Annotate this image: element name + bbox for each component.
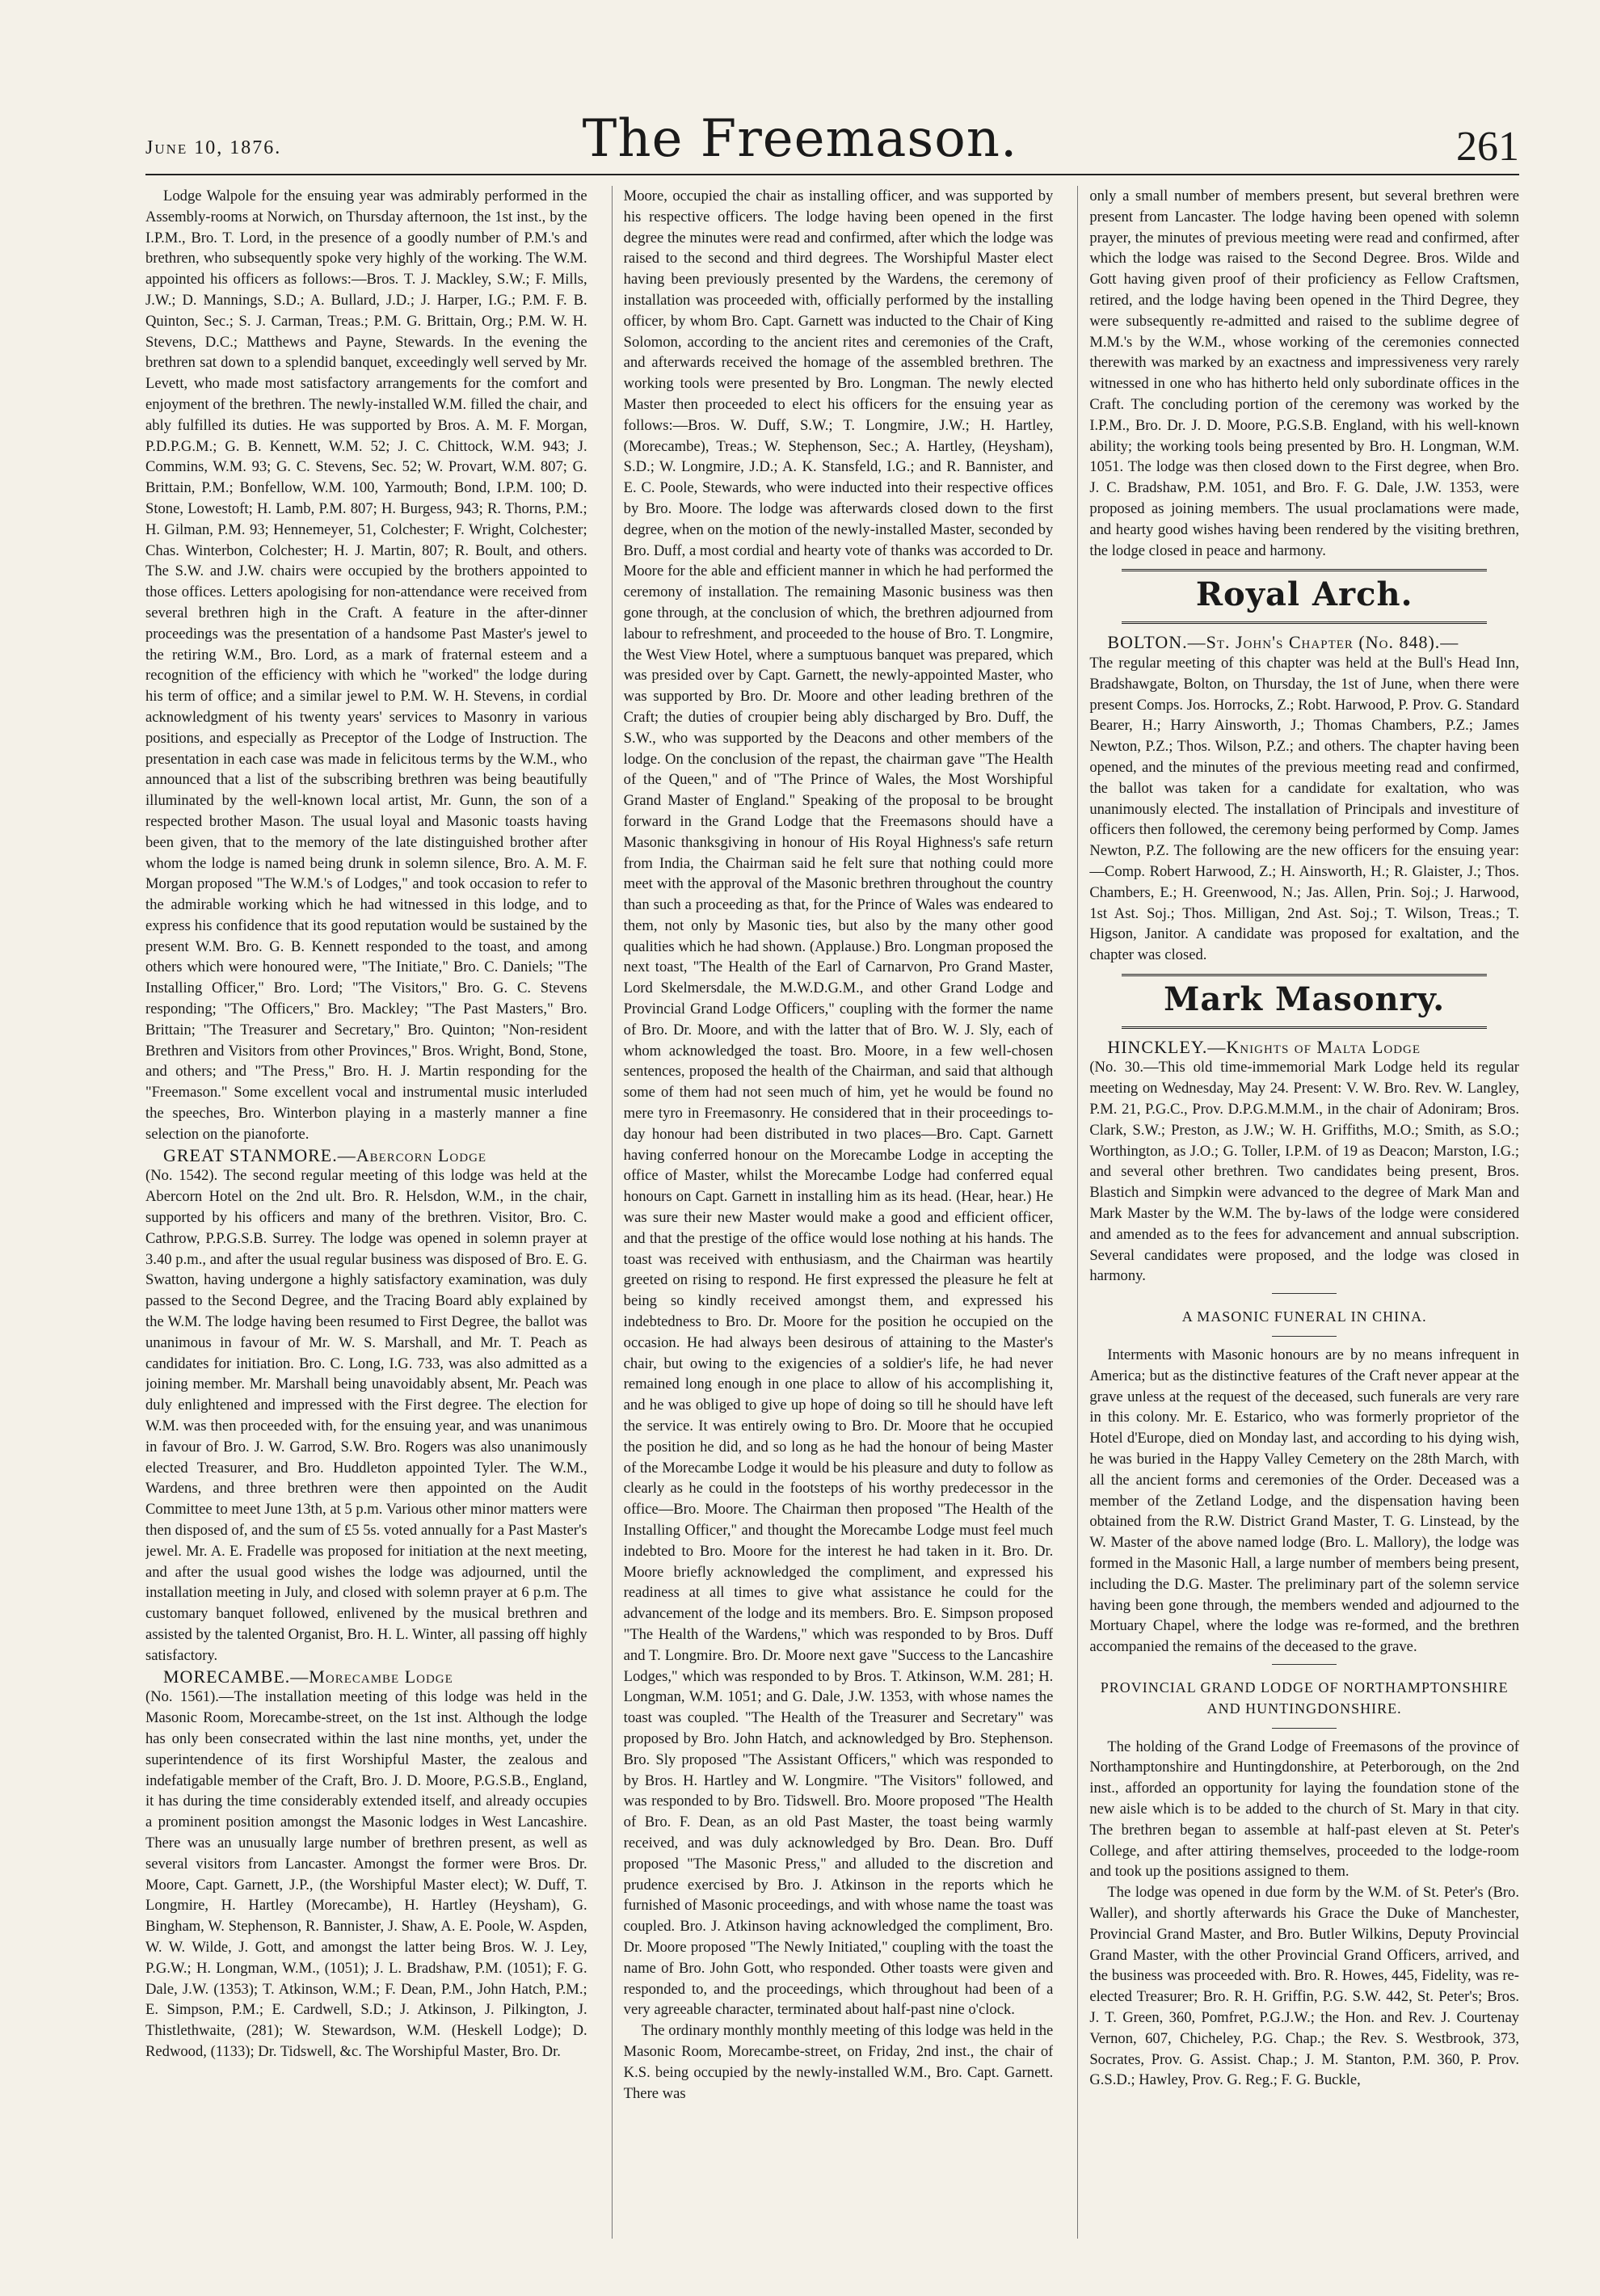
- masthead: [48, 105, 1552, 178]
- section-rule: [1122, 1026, 1487, 1029]
- article-funeral-heading: A MASONIC FUNERAL IN CHINA.: [1181, 1308, 1427, 1325]
- article-columns: [145, 186, 1519, 2239]
- article-funeral-body: Interments with Masonic honours are by no means infrequent in America; but as the distinctive features of the Craft never appear at the grave unless at the request of the deceased, such funerals are very rare in this colony. Mr. E. Estarico, who was formerly proprietor of the Hotel d'Europe, died on Monday last, and according to his dying wish, he was buried in the Happy Valley Cemetery on the 28th March, with all the ancient forms and ceremonies of the Order. Deceased was a member of the Zetland Lodge, and the dispensation having been obtained from the R.W. District Grand Master, T. G. Linstead, by the W. Master of the above named lodge (Bro. L. Mallory), the lodge was formed in the Masonic Hall, a large number of members being present, including the D.G. Master. The preliminary part of the solemn service having been gone through, the members wended and adjourned to the Mortuary Chapel, where the lodge was re-formed, and the brethren accompanied the remains of the deceased to the grave.: [1089, 1346, 1519, 1656]
- article-provincial-body-1: The holding of the Grand Lodge of Freemasons of the province of Northamptonshire and Huntingdonshire, at Peterborough, on the 2nd inst., afforded an opportunity for laying the foundation stone of the new aisle which is to be added to the church of St. Mary in that city. The brethren began to assemble at half-past eleven at St. Peter's College, and after attiring themselves, proceeded to the lodge-room and took up the positions assigned to them.: [1089, 1738, 1519, 1881]
- column-middle: [612, 186, 1054, 2239]
- article-provincial-heading: PROVINCIAL GRAND LODGE OF NORTHAMPTONSHIRE AND HUNTINGDONSHIRE.: [1100, 1679, 1509, 1717]
- section-royal-arch: [1089, 575, 1519, 614]
- article-morecambe-body: (No. 1561).—The installation meeting of this lodge was held in the Masonic Room, Morecambe-street, on the 1st inst. Although the lodge has only been consecrated within the last nine months, yet, under the superintendence of its first Worshipful Master, the zealous and indefatigable member of the Craft, Bro. J. D. Moore, P.G.S.B., England, it has during the time considerably extended itself, and already occupies a prominent position amongst the Masonic lodges in West Lancashire. There was an unusually large number of brethren present, as well as several visitors from Lancaster. Amongst the former were Bros. Dr. Moore, Capt. Garnett, J.P., (the Worshipful Master elect); W. Duff, T. Longmire, H. Hartley (Morecambe), H. Hartley (Heysham), G. Bingham, W. Stephenson, R. Bannister, J. Shaw, A. E. Poole, W. Aspden, W. W. Wilde, J. Gott, and amongst the latter being Bros. W. J. Ley, P.G.W.; H. Longman, W.M., (1051); J. L. Bradshaw, P.M. (1051); F. G. Dale, J.W. (1353); T. Atkinson, W.M.; F. Dean, P.M., John Hatch, P.M.; E. Simpson, P.M.; E. Cardwell, S.D.; J. Atkinson, J. Pilkington, J. Thistlethwaite, (281); W. Stewardson, W.M. (Heskell Lodge); D. Redwood, (1133); Dr. Tidswell, &c. The Worshipful Master, Bro. Dr.: [145, 1688, 587, 2060]
- section-rule: [1122, 569, 1487, 571]
- section-rule: [1122, 974, 1487, 976]
- article-morecambe-monthly-meeting: The ordinary monthly monthly meeting of this lodge was held in the Masonic Room, Morecambe-street, on Friday, 2nd inst., the chair of K.S. being occupied by the newly-installed W.M., Bro. Capt. Garnett. There was: [623, 2022, 1054, 2102]
- divider: [1272, 1293, 1337, 1294]
- column-right: [1077, 186, 1519, 2239]
- article-provincial-body-2: The lodge was opened in due form by the W.M. of St. Peter's (Bro. Waller), and shortly afterwards his Grace the Duke of Manchester, Provincial Grand Master, and Bro. Butler Wilkins, Deputy Provincial Grand Master, with the other Provincial Grand Officers, arrived, and the business was proceeded with. Bro. R. Howes, 445, Fidelity, was re-elected Treasurer; Bro. R. H. Griffin, P.G. S.W. 442, St. Peter's; Bros. J. T. Green, 360, Pomfret, P.G.J.W.; the Hon. and Rev. J. Courtenay Vernon, 607, Chicheley, P.G. Chap.; the Rev. S. Westbrook, 373, Socrates, Prov. G. Assist. Chap.; J. M. Stanton, P.M. 360, P. Prov. G.S.D.; Hawley, Prov. G. Reg.; F. G. Buckle,: [1089, 1884, 1519, 2089]
- divider: [1272, 1728, 1337, 1729]
- section-mark-masonry: [1089, 979, 1519, 1018]
- divider: [1272, 1336, 1337, 1337]
- newspaper-title: The Freemason.: [582, 109, 1018, 169]
- article-hinckley-heading: HINCKLEY.—Knights of Malta Lodge: [1107, 1036, 1421, 1057]
- article-bolton-body: The regular meeting of this chapter was held at the Bull's Head Inn, Bradshawgate, Bolton, on Thursday, the 1st of June, when there were present Comps. Jos. Horrocks, Z.; Robt. Harwood, P. Prov. G. Standard Bearer, H.; Harry Ainsworth, J.; Thomas Chambers, P.Z.; James Newton, P.Z.; Thos. Wilson, P.Z.; and others. The chapter having been opened, and the minutes of the previous meeting read and confirmed, the ballot was taken for a candidate for exaltation, who was unanimously elected. The installation of Principals and investiture of officers then followed, the ceremony being performed by Comp. James Newton, P.Z. The following are the new officers for the ensuing year:—Comp. Robert Harwood, Z.; H. Ainsworth, H.; R. Glaister, J.; Thos. Chambers, E.; H. Greenwood, N.; Jas. Allen, Prin. Soj.; J. Harwood, 1st Ast. Soj.; Thos. Milligan, 2nd Ast. Soj.; T. Wilson, Treas.; T. Higson, Janitor. A candidate was proposed for exaltation, and the chapter was closed.: [1089, 654, 1519, 964]
- article-walpole-continued: Lodge Walpole for the ensuing year was admirably performed in the Assembly-rooms at Norwich, on Thursday afternoon, the 1st inst., by the I.P.M., Bro. T. Lord, in the presence of a goodly number of P.M.'s and brethren, who subsequently spoke very highly of the working. The W.M. appointed his officers as follows:—Bros. T. J. Mackley, S.W.; F. Mills, J.W.; D. Mannings, S.D.; A. Bullard, J.D.; J. Harper, I.G.; P.M. F. B. Quinton, Sec.; S. J. Carman, Treas.; P.M. G. Brittain, Org.; P.M. W. H. Stevens, D.C.; Matthews and Payne, Stewards. In the evening the brethren sat down to a splendid banquet, exceedingly well served by Mr. Levett, who made most satisfactory arrangements for the comfort and enjoyment of the brethren. The newly-installed W.M. filled the chair, and ably fulfilled its duties. He was supported by Bros. A. M. F. Morgan, P.D.P.G.M.; G. B. Kennett, W.M. 52; J. C. Chittock, W.M. 943; J. Commins, W.M. 93; G. C. Stevens, Sec. 52; W. Provart, W.M. 807; G. Brittain, P.M.; Bonfellow, W.M. 100, Yarmouth; Bond, I.P.M. 100; D. Stone, Lowestoft; H. Lamb, P.M. 807; H. Burgess, 943; R. Thorns, P.M.; H. Gilman, P.M. 93; Hennemeyer, 51, Colchester; F. Wright, Colchester; Chas. Winterbon, Colchester; H. J. Martin, 807; R. Boult, and others. The S.W. and J.W. chairs were occupied by the brothers appointed to those offices. Letters apologising for non-attendance were received from several brethren high in the Craft. A feature in the after-dinner proceedings was the presentation of a handsome Past Master's jewel to the retiring W.M., Bro. Lord, as a mark of fraternal esteem and a recognition of the efficiency with which he "worked" the lodge during his term of office; and a similar jewel to P.M. W. H. Stevens, in cordial acknowledgment of his twenty years' services to Masonry in various positions, and especially as Preceptor of the Lodge of Instruction. The presentation in each case was made in felicitous terms by the W.M., who announced that a list of the subscribing brethren was being beautifully illuminated by the well-known local artist, Mr. Gunn, the son of a respected brother Mason. The usual loyal and Masonic toasts having been given, that to the memory of the late distinguished brother after whom the lodge is named being drunk in solemn silence, Bro. A. M. F. Morgan proposed "The W.M.'s of Lodges," and took occasion to refer to the admirable working which he had witnessed in this lodge, and to express his confidence that its good reputation would be sustained by the present W.M. Bro. G. B. Kennett responded to the toast, and among others which were honoured were, "The Initiate," Bro. C. Daniels; "The Installing Officer," Bro. Lord; "The Visitors," Bro. G. C. Stevens responding; "The Officers," Bro. Mackley; "The Past Masters," Bro. Brittain; "The Treasurer and Secretary," Bro. Quinton; "Non-resident Brethren and Visitors from other Provinces," Bros. Wright, Bond, Stone, and others; and "The Press," Bro. H. J. Martin responding for the "Freemason." Some excellent vocal and instrumental music interluded the speeches, Bro. Winterbon playing in a masterly manner a fine selection on the pianoforte.: [145, 187, 587, 1143]
- divider: [1272, 1664, 1337, 1665]
- column-left: [145, 186, 587, 2239]
- article-morecambe-heading: MORECAMBE.—Morecambe Lodge: [163, 1666, 453, 1687]
- article-great-stanmore-heading: GREAT STANMORE.—Abercorn Lodge: [163, 1144, 487, 1165]
- page-number: 261: [1456, 124, 1519, 170]
- section-title-mark-masonry: Mark Masonry.: [1164, 979, 1446, 1018]
- issue-date: June 10, 1876.: [145, 137, 282, 158]
- article-hinckley-body: (No. 30.—This old time-immemorial Mark Lodge held its regular meeting on Wednesday, May 24. Present: V. W. Bro. Rev. W. Langley, P.M. 21, P.G.C., Prov. D.P.G.M.M.M., in the chair of Adoniram; Bros. Clark, S.W.; Preston, as J.W.; W. H. Griffiths, M.O.; Smith, as S.O.; Worthington, as J.O.; G. Toller, I.P.M. of 19 as Deacon; Marston, I.G.; and several other brethren. Two candidates being present, Bros. Blastich and Simpkin were advanced to the degree of Mark Man and Mark Master by the W.M. The by-laws of the lodge were considered and amended as to the fees for advancement and annual subscription. Several candidates were proposed, and the lodge was closed in harmony.: [1089, 1059, 1519, 1285]
- masthead-rule: [145, 174, 1519, 175]
- newspaper-page: [48, 105, 1552, 2247]
- section-title-royal-arch: Royal Arch.: [1195, 575, 1413, 614]
- article-great-stanmore-body: (No. 1542). The second regular meeting of this lodge was held at the Abercorn Hotel on the 2nd ult. Bro. R. Helsdon, W.M., in the chair, supported by his officers and many of the brethren. Visitor, Bro. C. Cathrow, P.P.G.S.B. Surrey. The lodge was opened in solemn prayer at 3.40 p.m., and after the usual regular business was disposed of Bro. E. G. Swatton, having undergone a highly satisfactory examination, was duly passed to the Second Degree, and the Tracing Board ably explained by the W.M. The lodge having been resumed to First Degree, the ballot was unanimous in favour of Mr. W. S. Marshall, and Mr. T. Peach as candidates for initiation. Bro. C. Long, I.G. 733, was also admitted as a joining member. Mr. Marshall being unavoidably absent, Mr. Peach was duly enlightened and impressed with the First degree. The election for W.M. was then proceeded with, for the ensuing year, and was unanimous in favour of Bro. J. W. Garrod, S.W. Bro. Rogers was also unanimously elected Treasurer, and Bro. Huddleton appointed Tyler. The W.M., Wardens, and three brethren were then appointed on the Audit Committee to meet June 13th, at 5 p.m. Various other minor matters were then disposed of, and the sum of £5 5s. voted annually for a Past Master's jewel. Mr. A. E. Fradelle was proposed for initiation at the next meeting, and after the usual good wishes the lodge was adjourned, until the installation meeting in July, and closed with solemn prayer at 6 p.m. The customary banquet followed, enlivened by the musical brethren and assisted by the talented Organist, Bro. H. L. Winter, all passing off highly satisfactory.: [145, 1167, 587, 1664]
- article-morecambe-conclusion: only a small number of members present, but several brethren were present from Lancaster. The lodge having been opened with solemn prayer, the minutes of previous meeting were read and confirmed, after which the lodge was raised to the Second Degree. Bros. Wilde and Gott having given proof of their proficiency as Fellow Craftsmen, retired, and the lodge having been opened in the Third Degree, they were subsequently re-admitted and raised to the sublime degree of M.M.'s by the W.M., whose working of the ceremonies connected therewith was marked by an exactness and impressiveness very rarely witnessed in one who has hitherto held only subordinate offices in the Craft. The concluding portion of the ceremony was worked by the I.P.M., Bro. Dr. J. D. Moore, P.G.S.B. England, with his well-known ability; the working tools being presented by Bro. H. Longman, W.M. 1051. The lodge was then closed down to the First degree, when Bro. J. C. Bradshaw, P.M. 1051, and Bro. F. G. Dale, J.W. 1353, were proposed as joining members. The usual proclamations were made, and hearty good wishes having been rendered by the visiting brethren, the lodge closed in peace and harmony.: [1089, 187, 1519, 559]
- article-bolton-heading: BOLTON.—St. John's Chapter (No. 848).—: [1107, 632, 1459, 653]
- section-rule: [1122, 621, 1487, 624]
- article-morecambe-continued: Moore, occupied the chair as installing officer, and was supported by his respective officers. The lodge having been opened in the first degree the minutes were read and confirmed, after which the lodge was raised to the second and third degrees. The Worshipful Master elect having been previously presented by the Wardens, the ceremony of installation was proceeded with, officially performed by the installing officer, by whom Bro. Capt. Garnett was inducted to the Chair of King Solomon, according to the ancient rites and ceremonies of the Craft, and afterwards received the homage of the assembled brethren. The working tools were presented by Bro. Longman. The newly elected Master then proceeded to elect his officers for the ensuing year as follows:—Bros. W. Duff, S.W.; T. Longmire, J.W.; H. Hartley, (Morecambe), Treas.; W. Stephenson, Sec.; A. Hartley, (Heysham), S.D.; W. Longmire, J.D.; A. K. Stansfeld, I.G.; and R. Bannister, and E. C. Poole, Stewards, who were inducted into their respective offices by Bro. Moore. The lodge was afterwards closed down to the first degree, when on the motion of the newly-installed Master, seconded by Bro. Duff, a most cordial and hearty vote of thanks was accorded to Dr. Moore for the able and efficient manner in which he had performed the ceremony of installation. The remaining Masonic business was then gone through, at the conclusion of which, the brethren adjourned from labour to refreshment, and proceeded to the house of Bro. T. Longmire, the West View Hotel, where a sumptuous banquet was prepared, which was presided over by Capt. Garnett, the newly-appointed Master, who was supported by Bro. Dr. Moore and other leading brethren of the Craft; the duties of croupier being ably discharged by Bro. Duff, the S.W., who was supported by the Deacons and other members of the lodge. On the conclusion of the repast, the chairman gave "The Health of the Queen," and of "The Prince of Wales, the Most Worshipful Grand Master of England." Speaking of the proposal to be brought forward in the Grand Lodge that the Freemasons should have a Masonic thanksgiving in honour of His Royal Highness's safe return from India, the Chairman said he felt sure that nothing could more meet with the approval of the Masonic brethren throughout the country than such a proceeding as that, for the Prince of Wales was endeared to them, not only by Masonic ties, but also by the many other good qualities which he had shown. (Applause.) Bro. Longman proposed the next toast, "The Health of the Earl of Carnarvon, Pro Grand Master, Lord Skelmersdale, the M.W.D.G.M., and other Grand Lodge and Provincial Grand Lodge Officers," coupling with the former the name of Bro. Dr. Moore, and with the latter that of Bro. W. J. Sly, each of whom acknowledged the toast. Bro. Moore, in a few well-chosen sentences, proposed the health of the Chairman, and said that although some of them had not seen much of him, yet he would be found no mere tyro in Freemasonry. He considered that in their proceedings to-day honour had been distributed in two places—Bro. Capt. Garnett having conferred honour on the Morecambe Lodge in accepting the office of Master, whilst the Morecambe Lodge had conferred equal honours on Capt. Garnett in installing him as its head. (Hear, hear.) He was sure their new Master would make a good and efficient officer, and that the prestige of the office would lose nothing at his hands. The toast was received with enthusiasm, and the Chairman was heartily greeted on rising to respond. He first expressed the pleasure he felt at being so kindly received amongst them, and expressed his indebtedness to Bro. Dr. Moore for the position he occupied on the occasion. He had always been desirous of attaining to the Master's chair, but owing to the exigencies of a soldier's life, he had never remained long enough in one place to allow of his accomplishing it, and he was obliged to give up hope of doing so till he should have left the service. It was entirely owing to Bro. Dr. Moore that he occupied the position he did, and so long as he had the honour of being Master of the Morecambe Lodge it would be his pleasure and duty to follow as clearly as he could in the footsteps of his worthy predecessor in the office—Bro. Moore. The Chairman then proposed "The Health of the Installing Officer," and thought the Morecambe Lodge must feel much indebted to Bro. Moore for the interest he had taken in it. Bro. Dr. Moore briefly acknowledged the compliment, and expressed his readiness at all times to give what assistance he could for the advancement of the lodge and its members. Bro. E. Simpson proposed "The Health of the Wardens," which was responded to by Bros. Duff and T. Longmire. Bro. Dr. Moore next gave "Success to the Lancashire Lodges," which was responded to by Bros. T. Atkinson, W.M. 281; H. Longman, W.M. 1051; and G. Dale, J.W. 1353, with whose names the toast was coupled. "The Health of the Treasurer and Secretary" was proposed by Bro. John Hatch, and acknowledged by Bro. Stephenson. Bro. Sly proposed "The Assistant Officers," which was responded to by Bros. H. Hartley and W. Longmire. "The Visitors" followed, and was responded to by Bro. Tidswell. Bro. Moore proposed "The Health of Bro. F. Dean, as an old Past Master, the toast being warmly received, and was duly acknowledged by Bro. Dean. Bro. Duff proposed "The Masonic Press," and alluded to the discretion and prudence exercised by Bro. J. Atkinson in the reports which he furnished of Masonic proceedings, and with whose name the toast was coupled. Bro. J. Atkinson having acknowledged the compliment, Bro. Dr. Moore proposed "The Newly Initiated," coupling with the toast the name of Bro. John Gott, who responded. Other toasts were given and responded to, and the proceedings, which throughout had been of a very agreeable character, terminated about half-past nine o'clock.: [623, 187, 1054, 2019]
